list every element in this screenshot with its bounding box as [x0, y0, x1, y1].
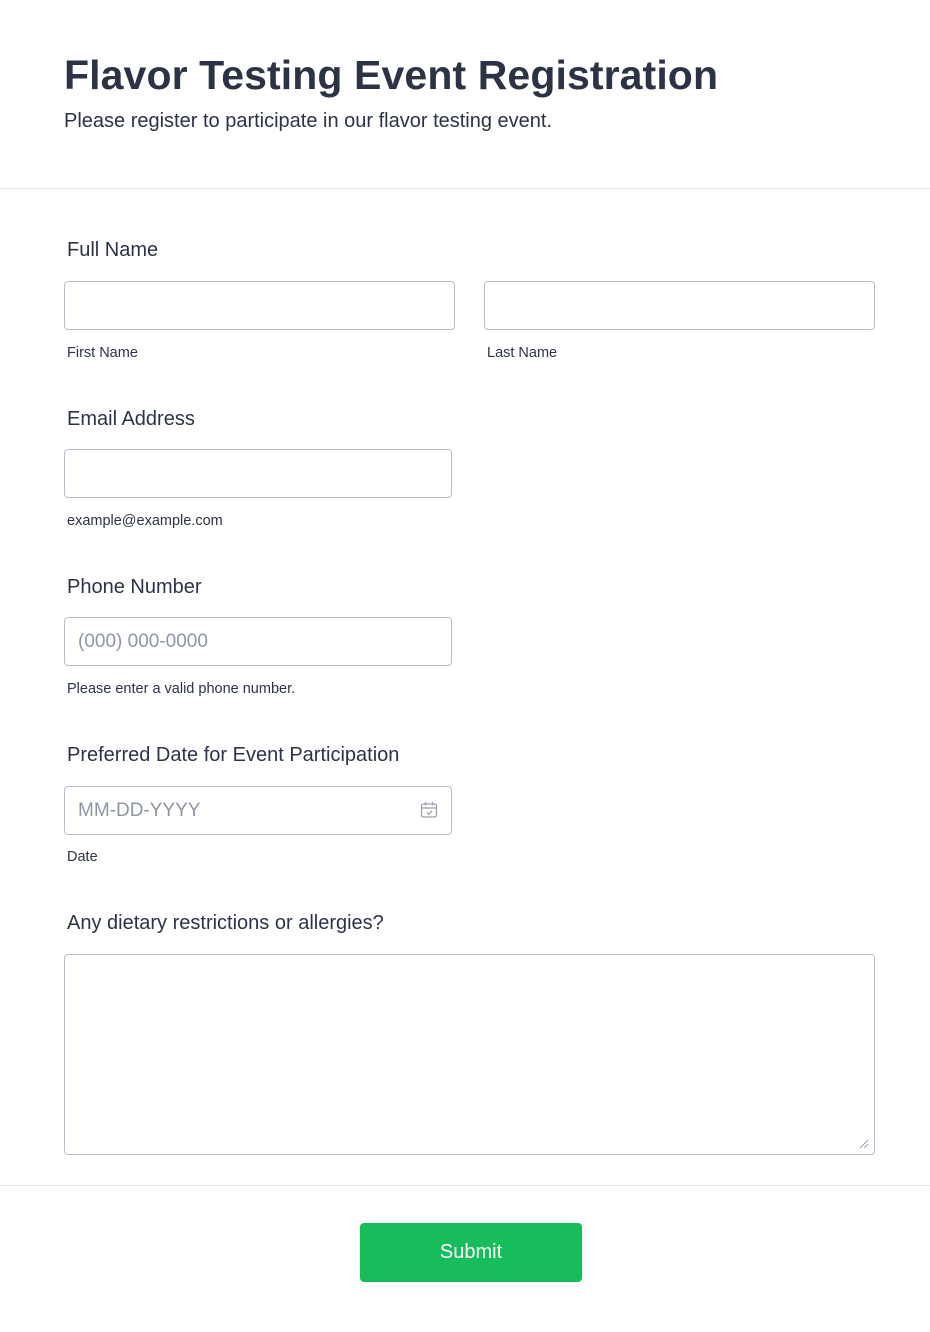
form-title: Flavor Testing Event Registration — [64, 52, 719, 98]
resize-grip-icon[interactable] — [857, 1137, 869, 1149]
email-sublabel: example@example.com — [67, 513, 223, 529]
full-name-label: Full Name — [67, 239, 159, 261]
dietary-label: Any dietary restrictions or allergies? — [67, 912, 384, 934]
form-subtitle: Please register to participate in our flavor testing event. — [64, 110, 553, 132]
last-name-input[interactable] — [484, 281, 875, 330]
phone-sublabel: Please enter a valid phone number. — [67, 681, 296, 697]
date-sublabel: Date — [67, 849, 98, 865]
submit-button[interactable]: Submit — [360, 1223, 582, 1282]
dietary-textarea[interactable] — [64, 954, 875, 1155]
date-label: Preferred Date for Event Participation — [67, 744, 400, 766]
email-label: Email Address — [67, 408, 195, 430]
last-name-sublabel: Last Name — [487, 345, 558, 361]
form-header — [0, 0, 930, 189]
phone-input[interactable] — [64, 617, 452, 666]
calendar-icon[interactable] — [420, 801, 438, 819]
email-field[interactable] — [64, 449, 452, 498]
first-name-sublabel: First Name — [67, 345, 138, 361]
footer-divider — [0, 1185, 930, 1186]
date-input[interactable] — [64, 786, 452, 835]
first-name-input[interactable] — [64, 281, 455, 330]
date-picker[interactable] — [64, 786, 452, 835]
phone-label: Phone Number — [67, 576, 202, 598]
